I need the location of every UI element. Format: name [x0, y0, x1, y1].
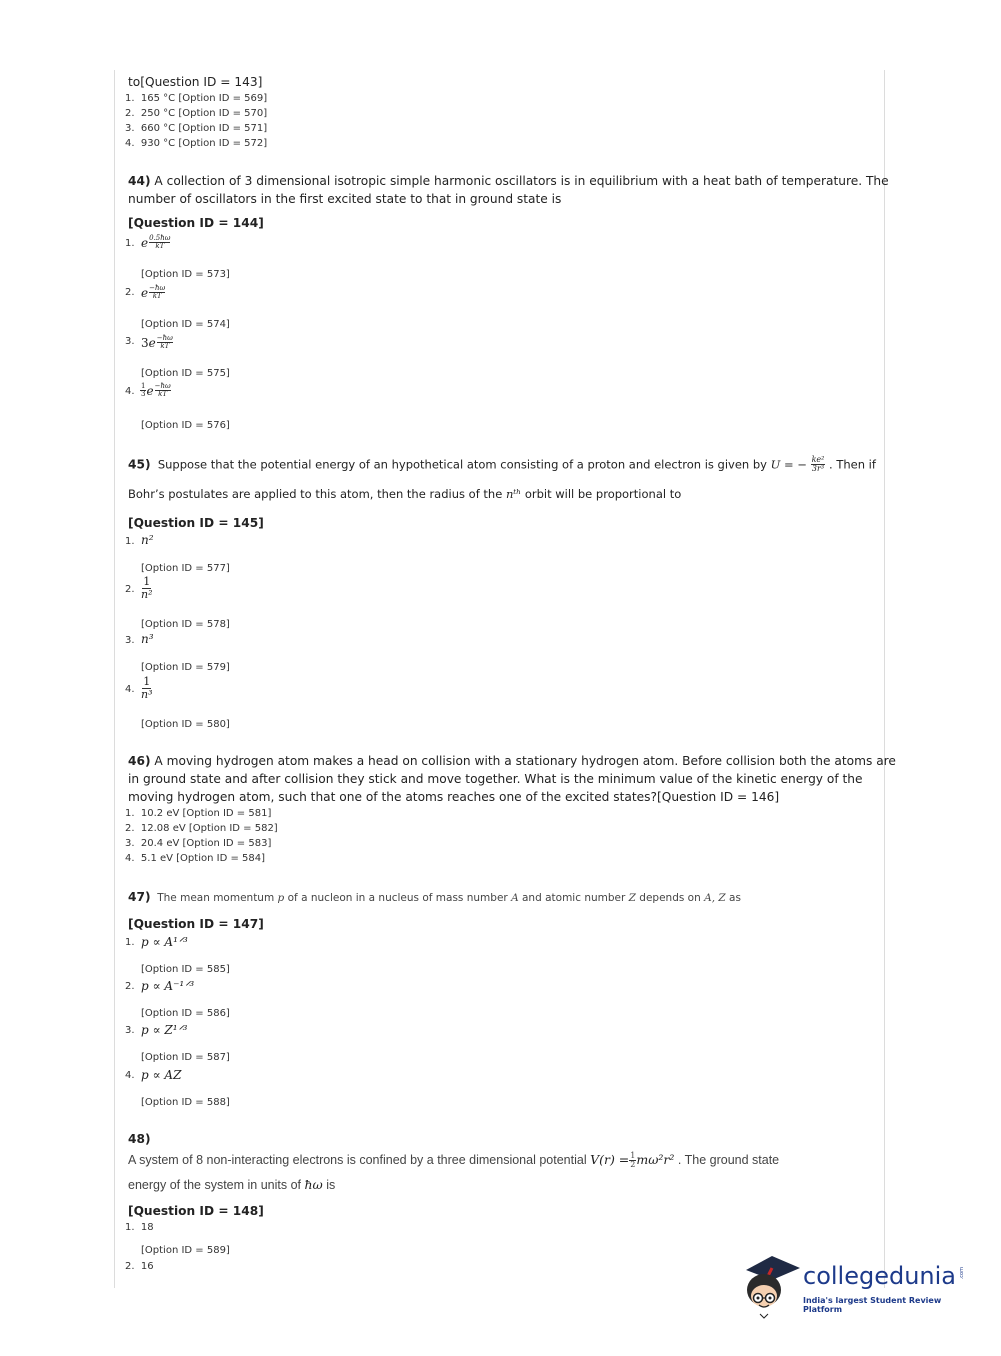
q48-line-1: A system of 8 non-interacting electrons is confined by a three dimensional potential V(r) = $\frac{1}{2}$ mω²r² . The ground state	[128, 1151, 780, 1170]
q47-option-2-formula: p ∝ A⁻¹ᐟ³	[141, 979, 195, 993]
q48-line-2: energy of the system in units of ħω is	[128, 1177, 336, 1192]
q45-line-2: Bohr’s postulates are applied to this atom, then the radius of the nᵗʰ orbit will be proportional to	[128, 487, 682, 501]
q44-option-2-number: 2.	[125, 287, 135, 298]
collegedunia-logo[interactable]	[742, 1250, 972, 1320]
q47-option-4-formula: p ∝ AZ	[141, 1068, 182, 1082]
q43-option-3: 3. 660 °C [Option ID = 571]	[125, 123, 268, 134]
q46-option-1: 1. 10.2 eV [Option ID = 581]	[125, 808, 272, 819]
q47-option-4-id: [Option ID = 588]	[141, 1097, 230, 1108]
q45-option-2-id: [Option ID = 578]	[141, 619, 230, 630]
q46-option-2: 2. 12.08 eV [Option ID = 582]	[125, 823, 278, 834]
q48-number: 48)	[128, 1132, 151, 1146]
q48-option-1: 1. 18	[125, 1222, 154, 1233]
q43-option-2: 2. 250 °C [Option ID = 570]	[125, 108, 268, 119]
q47-option-3-number: 3.	[125, 1025, 135, 1036]
q46-option-3: 3. 20.4 eV [Option ID = 583]	[125, 838, 272, 849]
logo-com: .com	[959, 1267, 965, 1280]
q45-option-4-formula: $\frac{1}{\text{n³}}$	[141, 675, 153, 701]
q43-option-1: 1. 165 °C [Option ID = 569]	[125, 93, 268, 104]
q44-option-3-id: [Option ID = 575]	[141, 368, 230, 379]
q44-option-2-id: [Option ID = 574]	[141, 319, 230, 330]
q44-option-1-formula: e $\frac{0.5ħ\omega}{kT}$	[141, 234, 171, 250]
q45-option-3-number: 3.	[125, 635, 135, 646]
q45-question-id: [Question ID = 145]	[128, 516, 264, 530]
q46-line-1: 46) A moving hydrogen atom makes a head on collision with a stationary hydrogen atom. Before collision both the atoms are	[128, 754, 896, 768]
q47-option-2-id: [Option ID = 586]	[141, 1008, 230, 1019]
q47-line-1: 47) The mean momentum p of a nucleon in a nucleus of mass number A and atomic number Z depends on A, Z as	[128, 890, 741, 904]
q43-option-4: 4. 930 °C [Option ID = 572]	[125, 138, 268, 149]
left-margin-rule	[114, 70, 115, 1288]
q45-option-3-formula: n³	[141, 632, 154, 646]
q44-option-1-id: [Option ID = 573]	[141, 269, 230, 280]
q44-option-2-formula: e $\frac{-ħ\omega}{kT}$	[141, 284, 166, 300]
q46-line-2: in ground state and after collision they stick and move together. What is the minimum value of the kinetic energy of the	[128, 772, 863, 786]
q44-question-id: [Question ID = 144]	[128, 216, 264, 230]
q44-option-4-id: [Option ID = 576]	[141, 420, 230, 431]
q47-option-2-number: 2.	[125, 981, 135, 992]
q44-option-1-number: 1.	[125, 238, 135, 249]
q45-option-3-id: [Option ID = 579]	[141, 662, 230, 673]
q45-line-1: 45) Suppose that the potential energy of an hypothetical atom consisting of a proton and electron is given by U = − $\frac{\text{ke²}}{\text{3r³}}$ . Then if	[128, 455, 876, 474]
q47-option-3-formula: p ∝ Z¹ᐟ³	[141, 1023, 188, 1037]
q47-option-1-number: 1.	[125, 937, 135, 948]
q45-option-4-number: 4.	[125, 684, 135, 695]
q44-line-1: 44) A collection of 3 dimensional isotropic simple harmonic oscillators is in equilibrium with a heat bath of temperature. The	[128, 174, 889, 188]
q47-option-4-number: 4.	[125, 1070, 135, 1081]
q45-option-2-formula: $\frac{1}{\text{n²}}$	[141, 575, 153, 601]
q44-option-4-formula: $\frac{1}{3}$ e $\frac{-ħ\omega}{kT}$	[141, 381, 171, 398]
q45-option-1-number: 1.	[125, 536, 135, 547]
q45-option-4-id: [Option ID = 580]	[141, 719, 230, 730]
q43-tail: to[Question ID = 143]	[128, 75, 263, 89]
q47-option-3-id: [Option ID = 587]	[141, 1052, 230, 1063]
q44-line-2: number of oscillators in the first excited state to that in ground state is	[128, 192, 562, 206]
logo-tagline: India's largest Student Review Platform	[803, 1296, 942, 1314]
q47-option-1-id: [Option ID = 585]	[141, 964, 230, 975]
q45-option-2-number: 2.	[125, 584, 135, 595]
q48-option-2: 2. 16	[125, 1261, 154, 1272]
q46-line-3: moving hydrogen atom, such that one of the atoms reaches one of the excited states?[Question ID = 146]	[128, 790, 780, 804]
q44-option-4-number: 4.	[125, 386, 135, 397]
right-margin-rule	[884, 70, 885, 1288]
q48-question-id: [Question ID = 148]	[128, 1204, 264, 1218]
logo-wordmark: collegedunia	[803, 1262, 957, 1290]
q44-option-3-formula: 3e $\frac{-ħ\omega}{kT}$	[141, 334, 173, 350]
q47-option-1-formula: p ∝ A¹ᐟ³	[141, 935, 188, 949]
q48-option-1-id: [Option ID = 589]	[141, 1245, 230, 1256]
q45-option-1-formula: n²	[141, 533, 154, 547]
q45-option-1-id: [Option ID = 577]	[141, 563, 230, 574]
q46-option-4: 4. 5.1 eV [Option ID = 584]	[125, 853, 265, 864]
q44-option-3-number: 3.	[125, 336, 135, 347]
mascot-icon	[742, 1250, 802, 1320]
q47-question-id: [Question ID = 147]	[128, 917, 264, 931]
